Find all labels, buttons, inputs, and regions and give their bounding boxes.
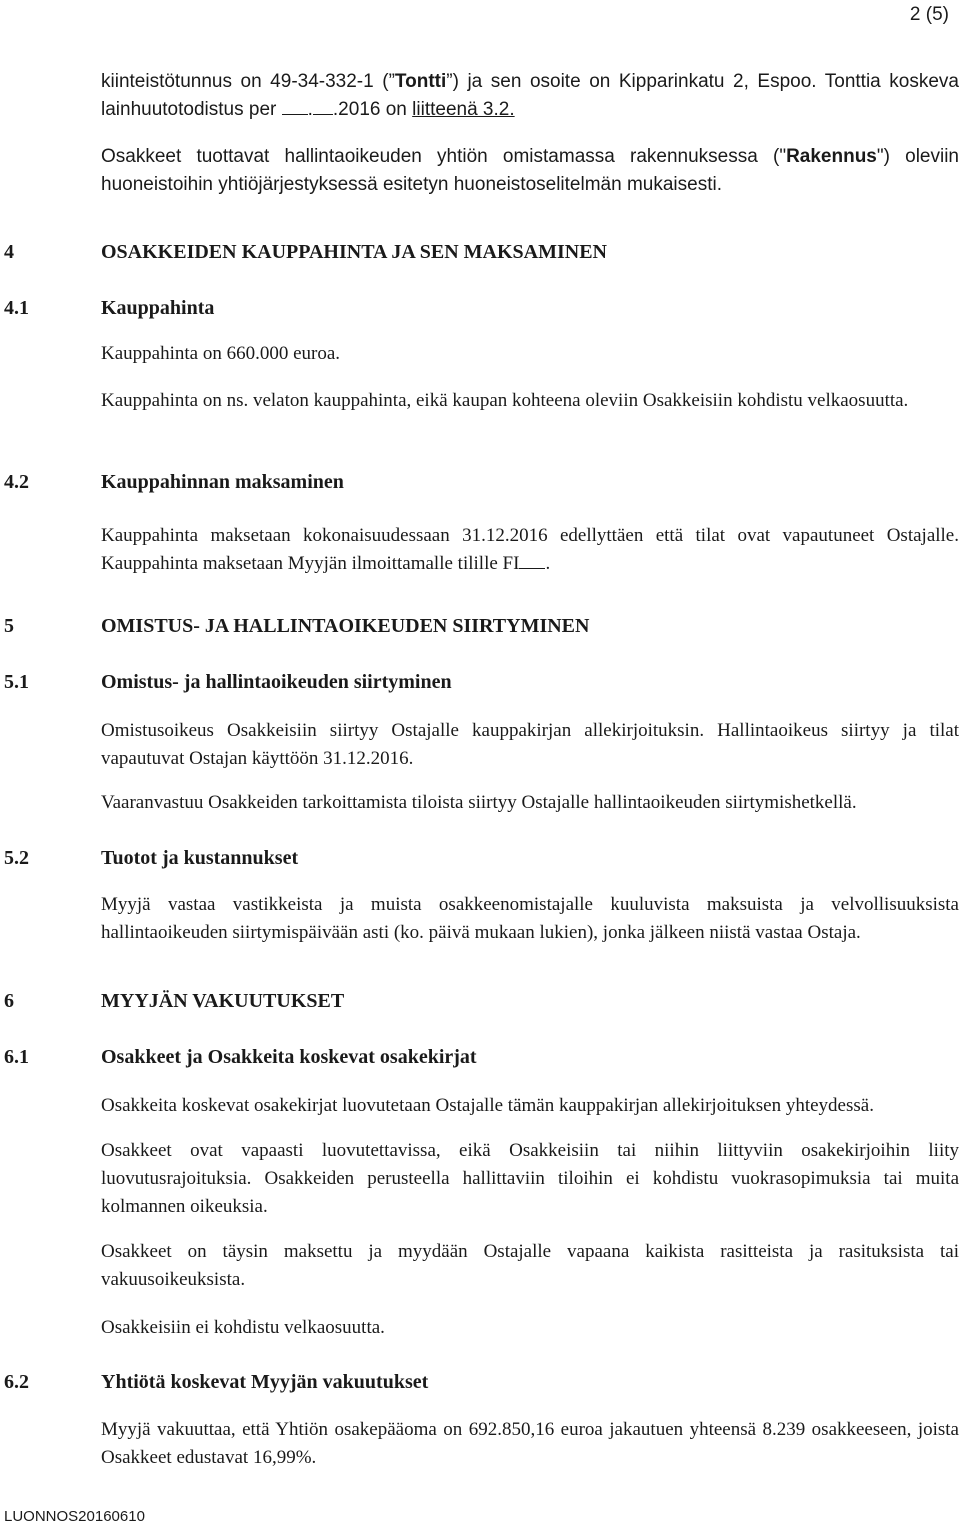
section-number: 4	[4, 241, 14, 263]
subsection-heading-6-1	[4, 1045, 477, 1069]
paragraph: Kauppahinta on 660.000 euroa.	[101, 343, 341, 364]
subsection-title: Omistus- ja hallintaoikeuden siirtyminen	[101, 671, 452, 693]
subsection-number: 5.1	[4, 671, 29, 693]
account-blank-field	[519, 568, 545, 569]
section-heading-4	[4, 240, 607, 264]
subsection-number: 4.2	[4, 471, 29, 493]
section-title: OSAKKEIDEN KAUPPAHINTA JA SEN MAKSAMINEN	[101, 241, 607, 263]
defined-term-tontti: Tontti	[394, 71, 447, 92]
subsection-title: Kauppahinnan maksaminen	[101, 471, 344, 493]
subsection-title: Kauppahinta	[101, 297, 215, 319]
text: .	[545, 553, 551, 574]
paragraph: Osakkeisiin ei kohdistu velkaosuutta.	[101, 1317, 385, 1338]
subsection-title: Yhtiötä koskevat Myyjän vakuutukset	[101, 1371, 429, 1393]
paragraph-payment	[101, 522, 959, 578]
draft-footer: LUONNOS20160610	[4, 1508, 145, 1525]
intro-paragraph-building	[101, 143, 959, 199]
paragraph: Osakkeet ovat vapaasti luovutettavissa, eikä Osakkeisiin tai niihin liittyviin osakekirjoihin liity luovutusrajoituksia. Osakkeiden perusteella hallittaviin tiloihin ei kohdistu vuokrasopimuksia tai muita kolmannen oikeuksia.	[101, 1140, 959, 1217]
paragraph: Osakkeita koskevat osakekirjat luovutetaan Ostajalle tämän kauppakirjan allekirjoituksen yhteydessä.	[101, 1095, 874, 1116]
section-heading-5	[4, 614, 589, 638]
paragraph: Osakkeet on täysin maksettu ja myydään Ostajalle vapaana kaikista rasitteista ja rasituksista tai vakuusoikeuksista.	[101, 1241, 959, 1290]
subsection-title: Osakkeet ja Osakkeita koskevat osakekirjat	[101, 1046, 477, 1068]
subsection-number: 6.1	[4, 1046, 29, 1068]
subsection-number: 4.1	[4, 297, 29, 319]
text: ") oleviin huoneistoihin yhtiöjärjestyksessä esitetyn huoneistoselitelmän mukaisesti.	[101, 146, 959, 195]
text: kiinteistötunnus on 49-34-332-1 (”	[101, 71, 395, 92]
paragraph: Omistusoikeus Osakkeisiin siirtyy Ostajalle kauppakirjan allekirjoituksin. Hallintaoikeus siirtyy ja tilat vapautuvat Ostajan käyttöön 31.12.2016.	[101, 720, 959, 769]
attachment-link[interactable]: liitteenä 3.2.	[412, 99, 515, 120]
section-title: OMISTUS- JA HALLINTAOIKEUDEN SIIRTYMINEN	[101, 615, 590, 637]
subsection-heading-5-2	[4, 846, 298, 870]
paragraph: Vaaranvastuu Osakkeiden tarkoittamista tiloista siirtyy Ostajalle hallintaoikeuden siirtymishetkellä.	[101, 792, 857, 813]
intro-paragraph-property	[101, 68, 959, 124]
paragraph: Myyjä vastaa vastikkeista ja muista osakkeenomistajalle kuuluvista maksuista ja velvollisuuksista hallintaoikeuden siirtymispäivään asti (ko. päivä mukaan lukien), jonka jälkeen niistä vastaa Ostaja.	[101, 894, 959, 943]
defined-term-rakennus: Rakennus	[786, 146, 877, 167]
text: ”) ja sen osoite on Kipparinkatu 2, Espoo. Tonttia koskeva lainhuutotodistus per	[101, 71, 959, 120]
paragraph: Myyjä vakuuttaa, että Yhtiön osakepääoma on 692.850,16 euroa jakautuen yhteensä 8.239 osakkeeseen, joista Osakkeet edustavat 16,99%.	[101, 1419, 959, 1468]
subsection-heading-4-1	[4, 296, 214, 320]
subsection-title: Tuotot ja kustannukset	[101, 847, 299, 869]
section-title: MYYJÄN VAKUUTUKSET	[101, 990, 345, 1012]
blank-field	[313, 114, 333, 115]
subsection-heading-4-2	[4, 470, 344, 494]
text: .2016 on	[332, 99, 407, 120]
text: .	[307, 99, 313, 120]
paragraph: Kauppahinta on ns. velaton kauppahinta, eikä kaupan kohteena oleviin Osakkeisiin kohdistu velkaosuutta.	[101, 390, 909, 411]
section-heading-6	[4, 989, 344, 1013]
section-number: 5	[4, 615, 14, 637]
subsection-number: 6.2	[4, 1371, 29, 1393]
page-number: 2 (5)	[909, 4, 949, 25]
subsection-number: 5.2	[4, 847, 29, 869]
text: Kauppahinta maksetaan kokonaisuudessaan 31.12.2016 edellyttäen että tilat ovat vapautuneet Ostajalle. Kauppahinta maksetaan Myyjän ilmoittamalle tilille FI	[101, 525, 959, 574]
section-number: 6	[4, 990, 14, 1012]
text: Osakkeet tuottavat hallintaoikeuden yhtiön omistamassa rakennuksessa ("	[101, 146, 787, 167]
blank-field	[282, 114, 308, 115]
subsection-heading-5-1	[4, 670, 452, 694]
subsection-heading-6-2	[4, 1370, 428, 1394]
